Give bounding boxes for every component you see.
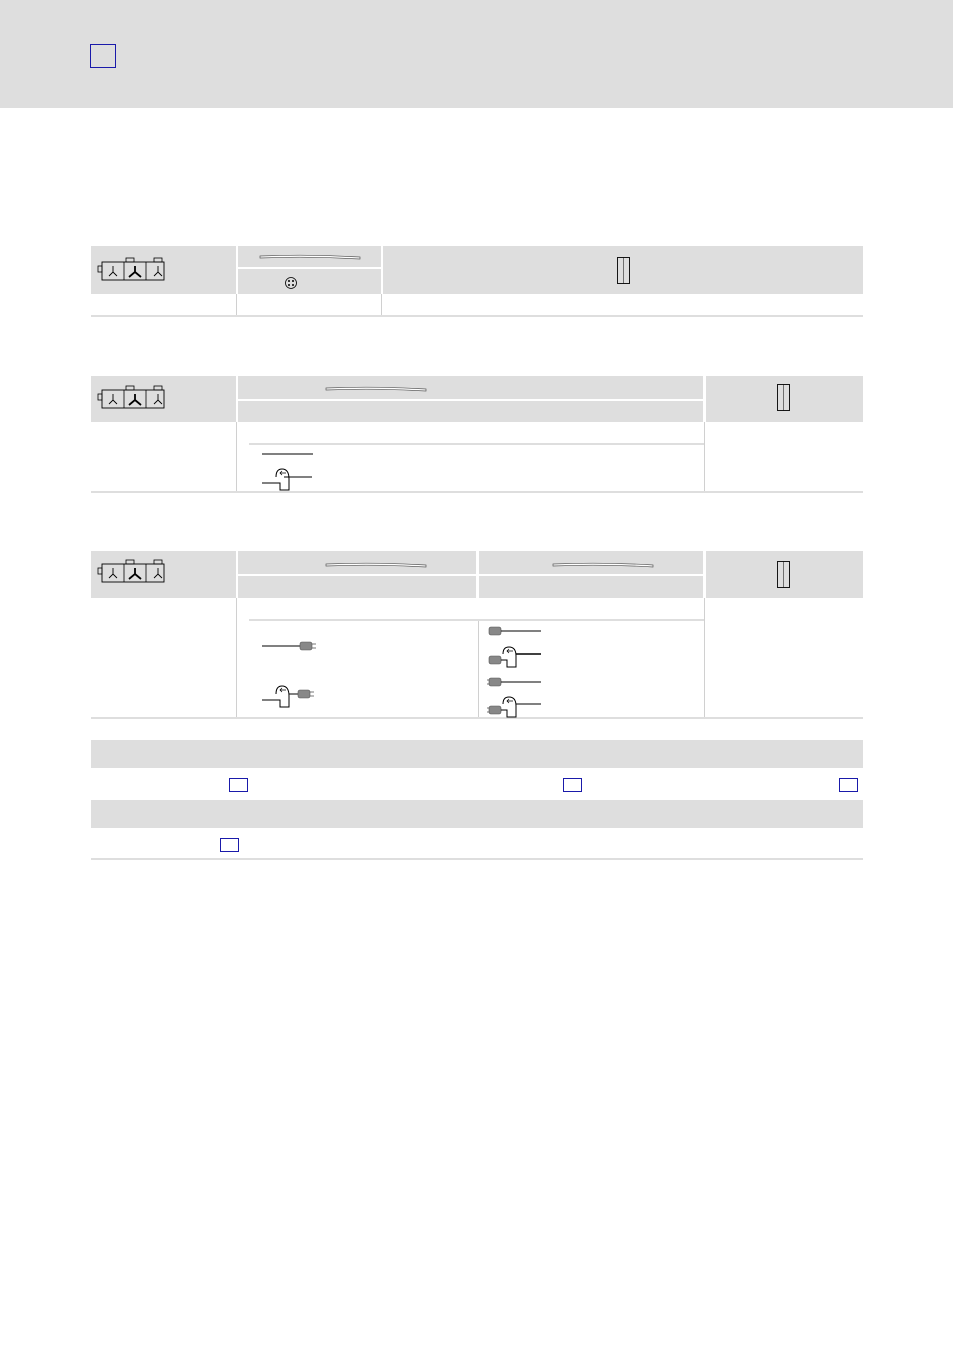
controller-icon <box>617 257 631 285</box>
angled-plug-cable-icon <box>487 694 545 720</box>
motor-icon <box>98 384 168 414</box>
cable-icon <box>326 385 426 393</box>
cable-icon <box>260 253 360 261</box>
connector-icon <box>284 276 298 290</box>
reference-bar-2 <box>91 800 863 828</box>
cable-icon <box>326 561 426 569</box>
motor-icon <box>98 558 168 588</box>
controller-icon <box>777 384 791 412</box>
reference-link-4[interactable] <box>220 838 239 852</box>
reference-bar-1 <box>91 740 863 768</box>
straight-cable-icon <box>262 450 314 458</box>
straight-plug-cable-icon <box>487 676 543 688</box>
cable-icon <box>553 561 653 569</box>
reference-link-3[interactable] <box>839 778 858 792</box>
reference-link-2[interactable] <box>563 778 582 792</box>
straight-plug-cable-icon <box>262 640 318 652</box>
controller-icon <box>777 561 791 589</box>
reference-link-1[interactable] <box>229 778 248 792</box>
chapter-link-box[interactable] <box>90 44 116 68</box>
page-header <box>0 0 953 108</box>
angled-plug-cable-icon <box>260 682 320 710</box>
angled-plug-cable-icon <box>487 644 545 670</box>
motor-icon <box>98 256 168 286</box>
angled-cable-icon <box>260 465 316 493</box>
straight-plug-cable-icon <box>487 625 543 637</box>
